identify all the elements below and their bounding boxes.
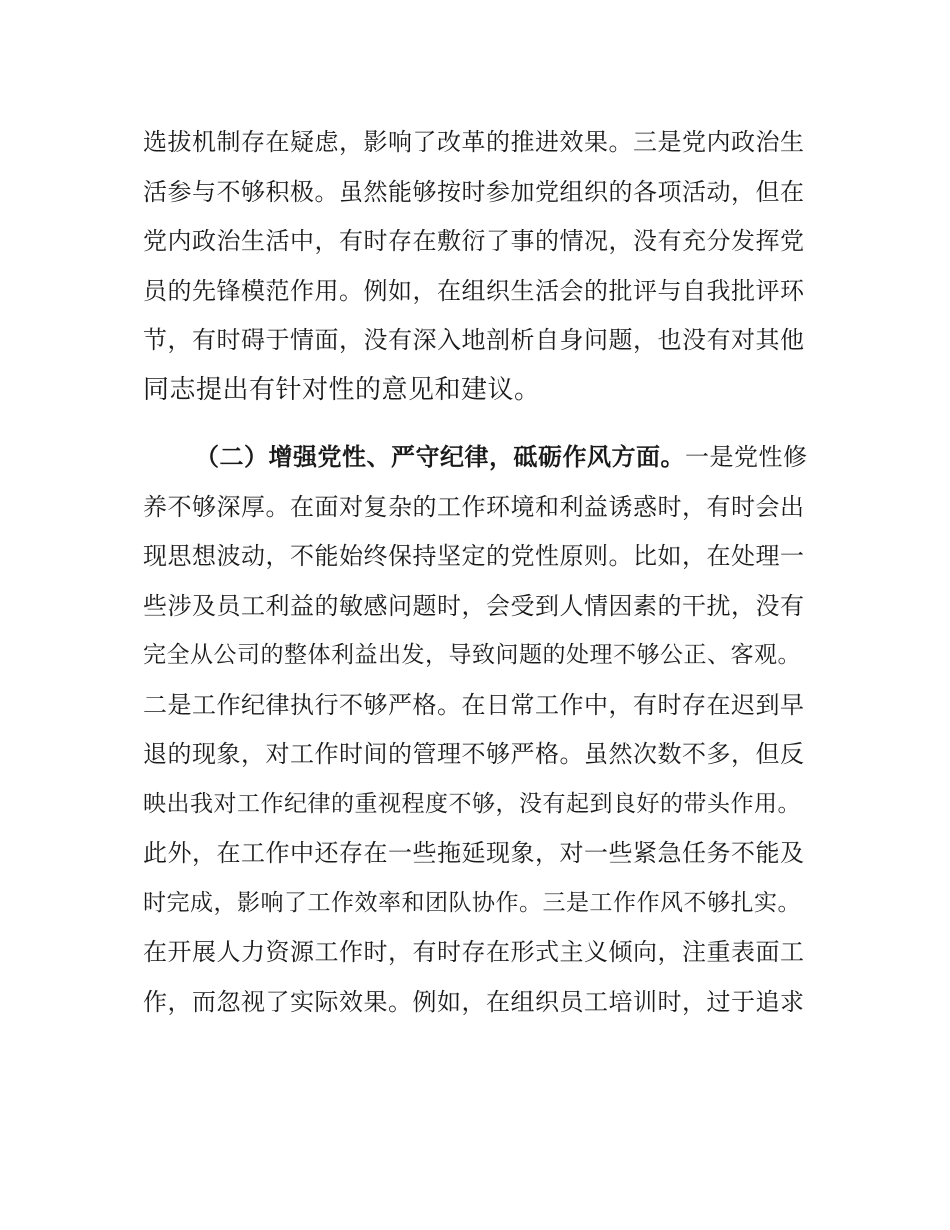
text-line: 时完成，影响了工作效率和团队协作。三是工作作风不够扎实。: [143, 890, 801, 916]
text-line: 员的先锋模范作用。例如，在组织生活会的批评与自我批评环: [143, 277, 805, 305]
text-line: 作，而忽视了实际效果。例如，在组织员工培训时，过于追求: [143, 988, 805, 1016]
text-line: 退的现象，对工作时间的管理不够严格。虽然次数不多，但反: [143, 740, 805, 768]
text-line: 节，有时碍于情面，没有深入地剖析自身问题，也没有对其他: [143, 326, 805, 354]
text-line: 些涉及员工利益的敏感问题时，会受到人情因素的干扰，没有: [143, 592, 805, 620]
text-line: 完全从公司的整体利益出发，导致问题的处理不够公正、客观。: [143, 642, 801, 668]
section-heading: （二）增强党性、严守纪律，砥砺作风方面。: [195, 443, 685, 471]
text-run: 一是党性修: [685, 443, 808, 471]
text-line: 同志提出有针对性的意见和建议。: [143, 375, 541, 405]
text-line: 二是工作纪律执行不够严格。在日常工作中，有时存在迟到早: [143, 691, 805, 719]
paragraph-first-line: [195, 437, 808, 477]
text-line: 映出我对工作纪律的重视程度不够，没有起到良好的带头作用。: [143, 791, 801, 817]
text-line: 活参与不够积极。虽然能够按时参加党组织的各项活动，但在: [143, 178, 805, 206]
text-line: 养不够深厚。在面对复杂的工作环境和利益诱惑时，有时会出: [143, 493, 805, 521]
text-line: 在开展人力资源工作时，有时存在形式主义倾向，注重表面工: [143, 938, 805, 966]
text-line: 此外，在工作中还存在一些拖延现象，对一些紧急任务不能及: [143, 839, 805, 867]
text-line: 选拔机制存在疑虑，影响了改革的推进效果。三是党内政治生: [143, 128, 805, 156]
text-line: 党内政治生活中，有时存在敷衍了事的情况，没有充分发挥党: [143, 227, 805, 255]
text-line: 现思想波动，不能始终保持坚定的党性原则。比如，在处理一: [143, 542, 805, 570]
